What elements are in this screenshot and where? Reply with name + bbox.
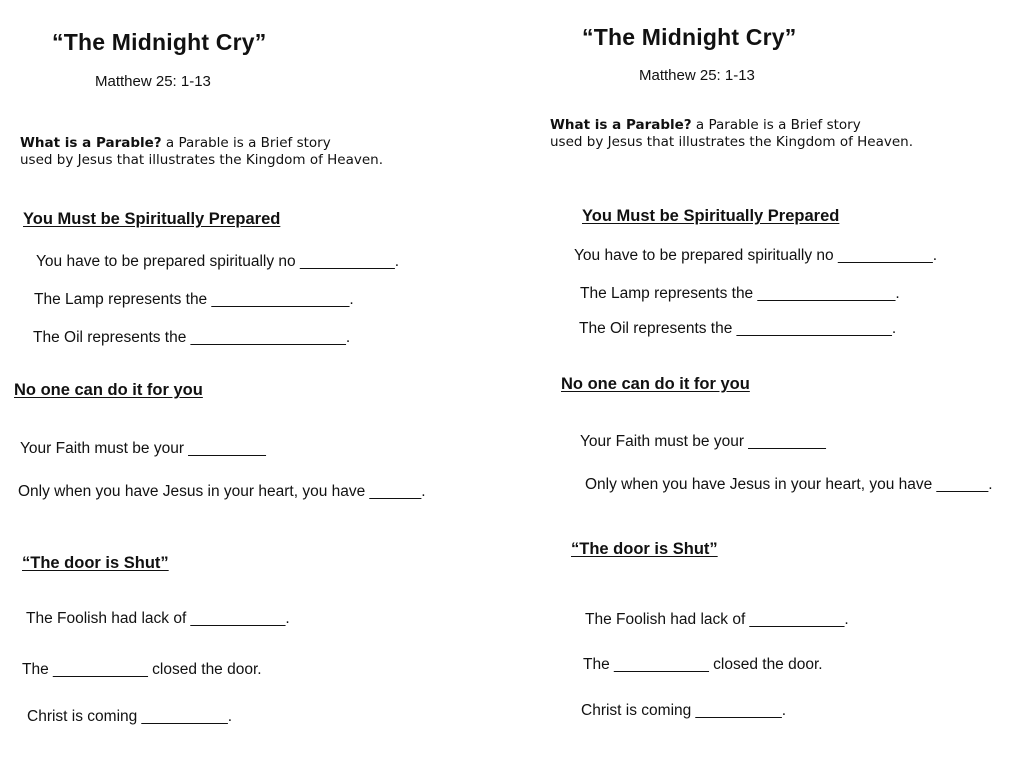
section-heading-door-shut: “The door is Shut” <box>571 540 718 558</box>
fill-in-line-lamp: The Lamp represents the ________________. <box>580 285 900 302</box>
parable-answer-line-1: a Parable is a Brief story <box>161 135 331 151</box>
worksheet-title: “The Midnight Cry” <box>582 24 797 50</box>
scripture-reference: Matthew 25: 1-13 <box>639 67 755 84</box>
fill-in-line-door: The ___________ closed the door. <box>22 661 262 678</box>
fill-in-line-faith: Your Faith must be your _________ <box>20 440 266 457</box>
fill-in-line-foolish: The Foolish had lack of ___________. <box>585 611 849 628</box>
section-heading-prepared: You Must be Spiritually Prepared <box>23 210 281 228</box>
fill-in-line-christ: Christ is coming __________. <box>581 702 787 719</box>
fill-in-line-prepared: You have to be prepared spiritually no ___________. <box>36 253 400 270</box>
section-heading-door-shut: “The door is Shut” <box>22 554 169 572</box>
fill-in-line-jesus: Only when you have Jesus in your heart, you have ______. <box>585 476 993 493</box>
parable-question: What is a Parable? <box>550 117 692 133</box>
fill-in-line-lamp: The Lamp represents the ________________. <box>34 291 354 308</box>
fill-in-line-faith: Your Faith must be your _________ <box>580 433 826 450</box>
parable-definition <box>20 135 383 169</box>
section-heading-no-one: No one can do it for you <box>14 381 203 399</box>
parable-answer-line-2: used by Jesus that illustrates the Kingdom of Heaven. <box>20 152 384 168</box>
parable-question: What is a Parable? <box>20 135 162 151</box>
fill-in-line-prepared: You have to be prepared spiritually no ___________. <box>574 247 938 264</box>
section-heading-prepared: You Must be Spiritually Prepared <box>582 207 840 225</box>
scripture-reference: Matthew 25: 1-13 <box>95 73 211 90</box>
fill-in-line-door: The ___________ closed the door. <box>583 656 823 673</box>
parable-answer-line-2: used by Jesus that illustrates the Kingdom of Heaven. <box>550 134 914 150</box>
parable-definition <box>550 117 913 151</box>
fill-in-line-oil: The Oil represents the __________________. <box>579 320 897 337</box>
fill-in-line-foolish: The Foolish had lack of ___________. <box>26 610 290 627</box>
section-heading-no-one: No one can do it for you <box>561 375 750 393</box>
worksheet-title: “The Midnight Cry” <box>52 29 267 55</box>
fill-in-line-jesus: Only when you have Jesus in your heart, you have ______. <box>18 483 426 500</box>
parable-answer-line-1: a Parable is a Brief story <box>691 117 861 133</box>
fill-in-line-oil: The Oil represents the __________________. <box>33 329 351 346</box>
fill-in-line-christ: Christ is coming __________. <box>27 708 233 725</box>
